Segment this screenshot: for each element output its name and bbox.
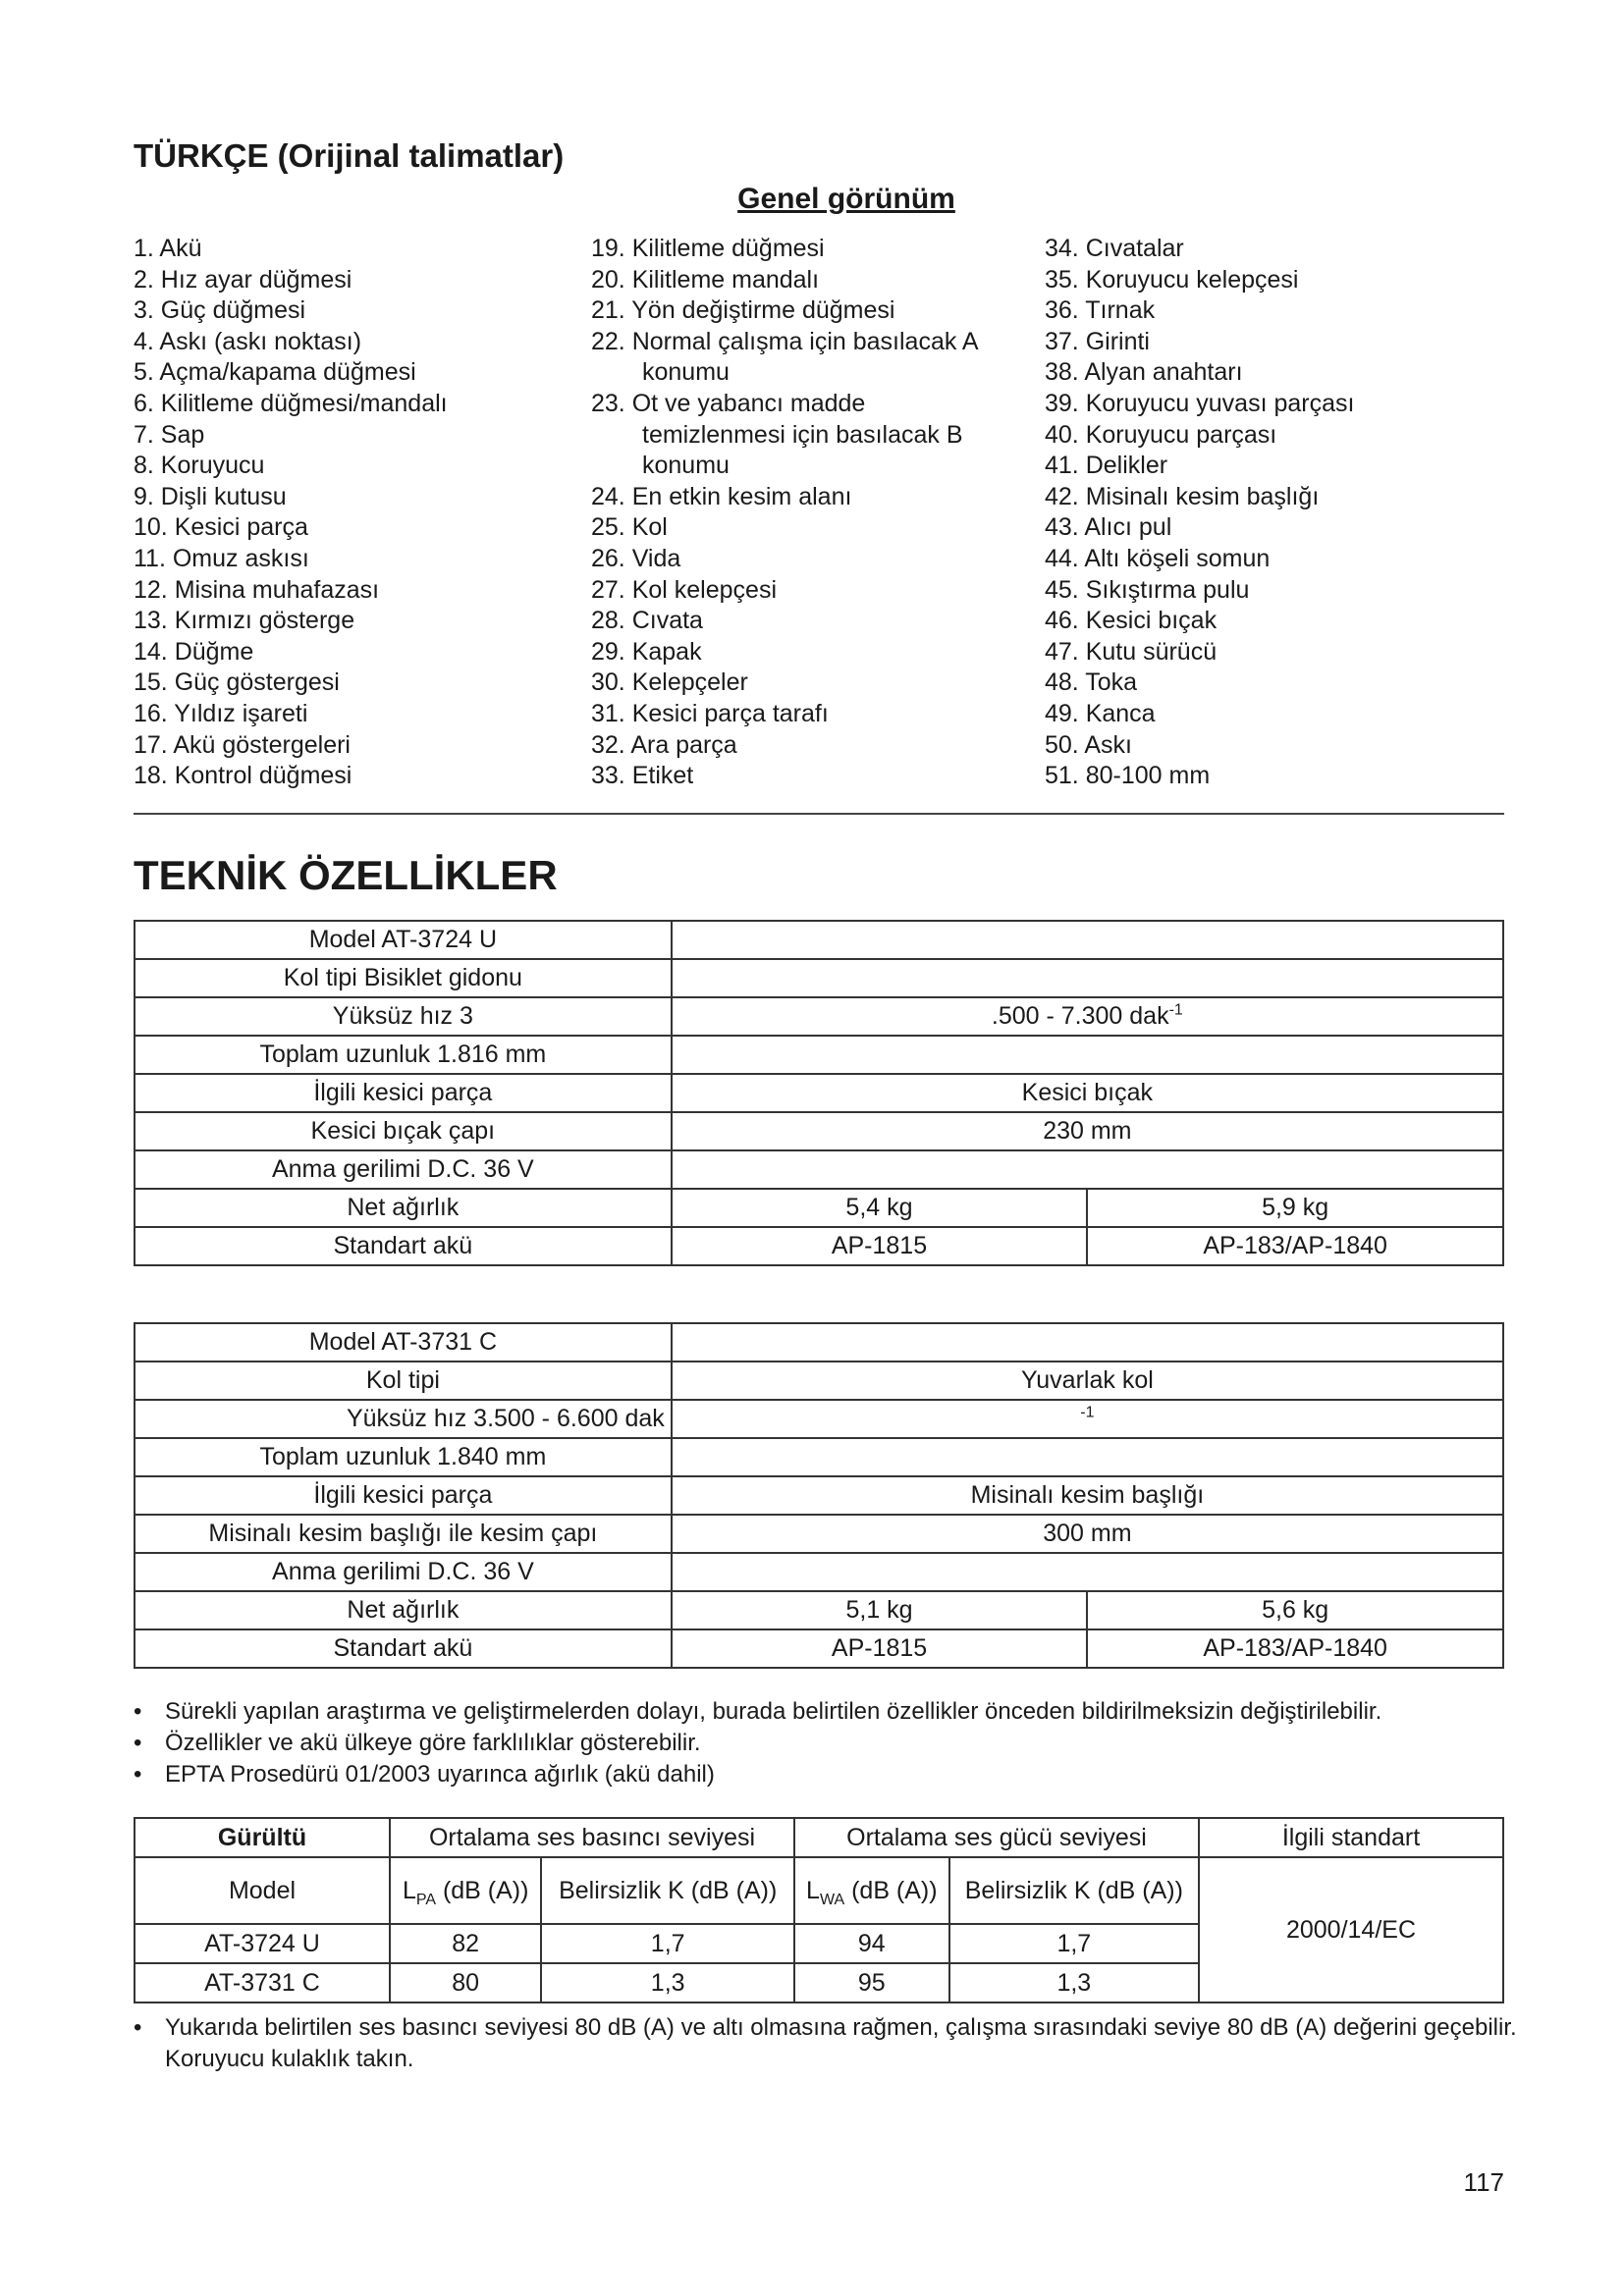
table-row	[135, 1591, 1503, 1629]
part-item: 20. Kilitleme mandalı	[591, 265, 820, 294]
part-item: 19. Kilitleme düğmesi	[591, 235, 825, 262]
noise-lpa: 82	[390, 1924, 541, 1963]
spec-battery-a: AP-1815	[672, 1227, 1088, 1265]
table-row	[135, 1438, 1503, 1476]
noise-k1: 1,7	[541, 1924, 794, 1963]
spec-empty	[672, 921, 1503, 959]
part-item: 23. Ot ve yabancı madde	[591, 389, 866, 417]
part-item-continuation: konumu	[642, 452, 730, 480]
pressure-header: Ortalama ses basıncı seviyesi	[390, 1818, 794, 1857]
part-item-continuation: konumu	[642, 358, 730, 387]
part-item: 46. Kesici bıçak	[1045, 607, 1218, 635]
table-row	[135, 1515, 1503, 1553]
power-header: Ortalama ses gücü seviyesi	[794, 1818, 1199, 1857]
noise-note: • Yukarıda belirtilen ses basıncı seviyesi 80 dB (A) ve altı olmasına rağmen, çalışma sırasındaki seviye 80 dB (A) değerini geçebilir. Koruyucu kulaklık takın.	[134, 2012, 1528, 2075]
spec-empty	[672, 1036, 1503, 1074]
spec-weight-b: 5,6 kg	[1087, 1591, 1503, 1629]
uncertainty-header: Belirsizlik K (dB (A))	[541, 1857, 794, 1924]
part-item: 48. Toka	[1045, 668, 1138, 697]
part-item: 11. Omuz askısı	[134, 544, 309, 572]
spec-noload-unit-exp: -1	[1168, 1001, 1183, 1019]
parts-list	[0, 234, 1624, 803]
noise-notes	[134, 2012, 1528, 2075]
part-item: 49. Kanca	[1045, 699, 1156, 727]
standard-header: İlgili standart	[1199, 1818, 1503, 1857]
lwa-symbol: L	[806, 1877, 820, 1904]
page-number: 117	[1463, 2167, 1504, 2197]
part-item: 31. Kesici parça tarafı	[591, 699, 829, 727]
part-item: 42. Misinalı kesim başlığı	[1045, 482, 1320, 510]
table-row	[135, 1323, 1503, 1362]
spec-diameter-value: 230 mm	[672, 1112, 1503, 1150]
spec-weight-label: Net ağırlık	[135, 1189, 672, 1227]
spec-table-at3731c	[134, 1322, 1504, 1669]
part-item: 16. Yıldız işareti	[134, 699, 308, 727]
spec-battery-label: Standart akü	[135, 1629, 672, 1668]
part-item: 34. Cıvatalar	[1045, 235, 1184, 262]
spec-length: Toplam uzunluk 1.840 mm	[135, 1438, 672, 1476]
table-row	[135, 1818, 1503, 1857]
spec-notes	[134, 1696, 1528, 1790]
part-item: 17. Akü göstergeleri	[134, 730, 351, 759]
spec-note: • EPTA Prosedürü 01/2003 uyarınca ağırlık (akü dahil)	[134, 1759, 1528, 1790]
spec-diameter-label: Kesici bıçak çapı	[135, 1112, 672, 1150]
spec-diameter-label: Misinalı kesim başlığı ile kesim çapı	[135, 1515, 672, 1553]
part-item: 41. Delikler	[1045, 452, 1168, 480]
part-item: 3. Güç düğmesi	[134, 296, 306, 325]
part-item: 13. Kırmızı gösterge	[134, 607, 355, 635]
spec-voltage: Anma gerilimi D.C. 36 V	[135, 1553, 672, 1591]
noise-k2: 1,3	[949, 1963, 1199, 2002]
spec-noload-text: .500 - 7.300 dak	[991, 1002, 1169, 1030]
noise-model: AT-3724 U	[135, 1924, 390, 1963]
spec-battery-b: AP-183/AP-1840	[1087, 1227, 1503, 1265]
spec-voltage: Anma gerilimi D.C. 36 V	[135, 1150, 672, 1189]
part-item: 4. Askı (askı noktası)	[134, 327, 362, 355]
spec-empty	[672, 1553, 1503, 1591]
lpa-unit: (dB (A))	[436, 1877, 529, 1904]
spec-cutting-value: Kesici bıçak	[672, 1074, 1503, 1112]
spec-weight-label: Net ağırlık	[135, 1591, 672, 1629]
part-item: 18. Kontrol düğmesi	[134, 762, 352, 790]
lpa-symbol: L	[402, 1877, 416, 1904]
part-item: 10. Kesici parça	[134, 513, 308, 542]
part-item: 36. Tırnak	[1045, 296, 1156, 325]
spec-battery-label: Standart akü	[135, 1227, 672, 1265]
spec-weight-b: 5,9 kg	[1087, 1189, 1503, 1227]
uncertainty-header: Belirsizlik K (dB (A))	[949, 1857, 1199, 1924]
model-column-header: Model	[135, 1857, 390, 1924]
language-title: TÜRKÇE (Orijinal talimatlar)	[134, 137, 565, 174]
part-item: 44. Altı köşeli somun	[1045, 544, 1271, 572]
part-item: 12. Misina muhafazası	[134, 575, 380, 604]
part-item: 37. Girinti	[1045, 327, 1150, 355]
part-item: 51. 80-100 mm	[1045, 762, 1211, 790]
lwa-unit: (dB (A))	[844, 1877, 938, 1904]
table-row	[135, 1036, 1503, 1074]
spec-empty	[672, 1323, 1503, 1362]
noise-lpa: 80	[390, 1963, 541, 2002]
spec-weight-a: 5,4 kg	[672, 1189, 1088, 1227]
part-item: 9. Dişli kutusu	[134, 482, 287, 510]
section-divider	[134, 813, 1504, 815]
part-item: 43. Alıcı pul	[1045, 513, 1172, 542]
part-item-continuation: temizlenmesi için basılacak B	[642, 420, 963, 449]
table-row	[135, 1476, 1503, 1515]
part-item: 24. En etkin kesim alanı	[591, 482, 852, 510]
spec-empty	[672, 1150, 1503, 1189]
table-row	[135, 1189, 1503, 1227]
noise-lwa: 94	[794, 1924, 949, 1963]
lpa-subscript: PA	[415, 1892, 436, 1908]
part-item: 28. Cıvata	[591, 607, 703, 635]
table-row	[135, 1150, 1503, 1189]
standard-value: 2000/14/EC	[1199, 1857, 1503, 2002]
part-item: 32. Ara parça	[591, 730, 737, 759]
overview-title: Genel görünüm	[737, 183, 955, 215]
part-item: 15. Güç göstergesi	[134, 668, 340, 697]
spec-noload-value	[672, 997, 1503, 1036]
noise-k2: 1,7	[949, 1924, 1199, 1963]
spec-noload-label: Yüksüz hız 3.500 - 6.600 dak	[135, 1400, 672, 1438]
table-row	[135, 1362, 1503, 1400]
spec-noload-label: Yüksüz hız 3	[135, 997, 672, 1036]
spec-model: Model AT-3731 C	[135, 1323, 672, 1362]
spec-empty	[672, 1438, 1503, 1476]
noise-table	[134, 1817, 1504, 2003]
spec-diameter-value: 300 mm	[672, 1515, 1503, 1553]
noise-lwa: 95	[794, 1963, 949, 2002]
spec-handle: Kol tipi Bisiklet gidonu	[135, 959, 672, 997]
part-item: 47. Kutu sürücü	[1045, 637, 1218, 666]
spec-note: • Sürekli yapılan araştırma ve geliştirmelerden dolayı, burada belirtilen özellikler önceden bildirilmeksizin değiştirilebilir.	[134, 1696, 1528, 1728]
part-item: 6. Kilitleme düğmesi/mandalı	[134, 389, 448, 417]
noise-header: Gürültü	[135, 1818, 390, 1857]
part-item: 29. Kapak	[591, 637, 702, 666]
spec-handle-value: Yuvarlak kol	[672, 1362, 1503, 1400]
table-row	[135, 1227, 1503, 1265]
parts-column-3	[1045, 234, 1516, 792]
spec-cutting-label: İlgili kesici parça	[135, 1074, 672, 1112]
spec-model: Model AT-3724 U	[135, 921, 672, 959]
part-item: 7. Sap	[134, 420, 205, 449]
table-row	[135, 959, 1503, 997]
part-item: 14. Düğme	[134, 637, 254, 666]
lpa-header	[390, 1857, 541, 1924]
spec-weight-a: 5,1 kg	[672, 1591, 1088, 1629]
table-row	[135, 1629, 1503, 1668]
part-item: 21. Yön değiştirme düğmesi	[591, 296, 895, 325]
table-row	[135, 1112, 1503, 1150]
part-item: 26. Vida	[591, 544, 681, 572]
spec-cutting-value: Misinalı kesim başlığı	[672, 1476, 1503, 1515]
spec-noload-value	[672, 1400, 1503, 1438]
part-item: 22. Normal çalışma için basılacak A	[591, 327, 979, 355]
lwa-subscript: WA	[819, 1892, 845, 1908]
spec-length: Toplam uzunluk 1.816 mm	[135, 1036, 672, 1074]
part-item: 33. Etiket	[591, 762, 694, 790]
table-row	[135, 1074, 1503, 1112]
part-item: 35. Koruyucu kelepçesi	[1045, 265, 1299, 294]
part-item: 45. Sıkıştırma pulu	[1045, 575, 1250, 604]
part-item: 40. Koruyucu parçası	[1045, 420, 1277, 449]
part-item: 38. Alyan anahtarı	[1045, 358, 1243, 387]
part-item: 39. Koruyucu yuvası parçası	[1045, 389, 1355, 417]
parts-column-1	[134, 234, 566, 792]
table-row	[135, 1857, 1503, 1924]
part-item: 1. Akü	[134, 235, 202, 262]
table-row	[135, 1553, 1503, 1591]
part-item: 8. Koruyucu	[134, 452, 265, 480]
specs-title: TEKNİK ÖZELLİKLER	[134, 852, 558, 898]
spec-note: • Özellikler ve akü ülkeye göre farklılıklar gösterebilir.	[134, 1728, 1528, 1759]
table-row	[135, 921, 1503, 959]
part-item: 5. Açma/kapama düğmesi	[134, 358, 416, 387]
table-row	[135, 1400, 1503, 1438]
parts-column-2	[591, 234, 1023, 792]
noise-model: AT-3731 C	[135, 1963, 390, 2002]
part-item: 50. Askı	[1045, 730, 1132, 759]
noise-k1: 1,3	[541, 1963, 794, 2002]
spec-noload-unit-exp: -1	[1080, 1404, 1095, 1421]
spec-cutting-label: İlgili kesici parça	[135, 1476, 672, 1515]
spec-empty	[672, 959, 1503, 997]
spec-table-at3724u	[134, 920, 1504, 1266]
table-row	[135, 997, 1503, 1036]
part-item: 27. Kol kelepçesi	[591, 575, 778, 604]
spec-battery-b: AP-183/AP-1840	[1087, 1629, 1503, 1668]
part-item: 30. Kelepçeler	[591, 668, 748, 697]
spec-handle-label: Kol tipi	[135, 1362, 672, 1400]
spec-battery-a: AP-1815	[672, 1629, 1088, 1668]
lwa-header	[794, 1857, 949, 1924]
part-item: 2. Hız ayar düğmesi	[134, 265, 352, 294]
part-item: 25. Kol	[591, 513, 668, 542]
